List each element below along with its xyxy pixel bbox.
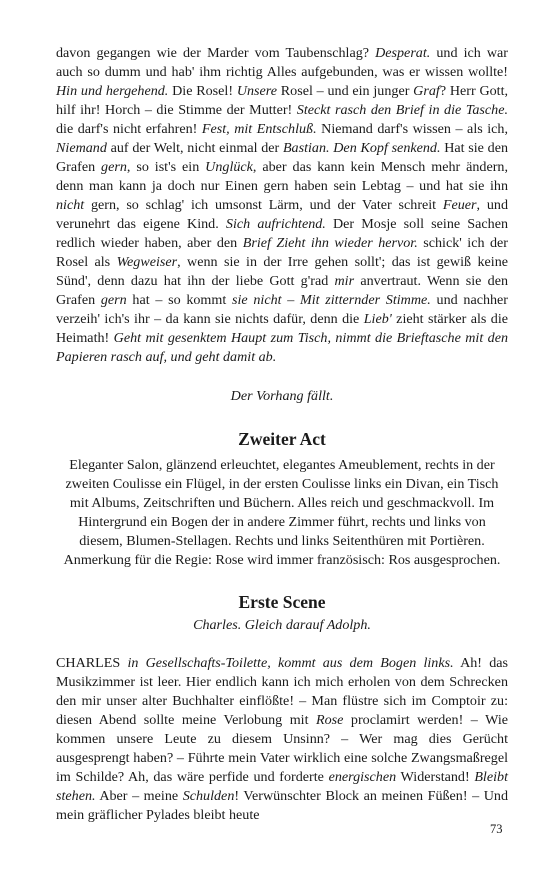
stage-cue-text: Desperat.	[375, 45, 431, 61]
spoken-text: die darf's nicht erfahren!	[56, 121, 202, 137]
scene-personae	[56, 616, 508, 635]
stage-cue-text: Feuer	[442, 197, 477, 213]
spoken-text: anvertraut. Wenn sie den Grafen	[56, 273, 508, 308]
stage-cue-text: Unglück	[205, 159, 253, 175]
curtain-direction	[56, 387, 508, 406]
personae-text: Charles. Gleich darauf Adolph.	[193, 617, 371, 633]
stage-cue-text: Lieb'	[363, 311, 392, 327]
stage-cue-text: energischen	[328, 769, 397, 785]
stage-cue-text: Wegweiser	[116, 254, 178, 270]
stage-cue-text: Niemand	[56, 140, 107, 156]
stage-cue-text: Geht mit gesenktem Haupt zum Tisch, nimmt die Brieftasche mit den Papieren rasch auf, und geht damit ab.	[56, 330, 509, 365]
spoken-text: gern, so schlag' ich umsonst Lärm, und der Vater schreit	[84, 197, 443, 213]
regie-note: Anmerkung für die Regie: Rose wird immer französisch: Ros ausgesprochen.	[63, 552, 501, 568]
book-page	[56, 44, 508, 825]
curtain-text: Der Vorhang fällt.	[230, 388, 334, 404]
stage-direction: Eleganter Salon, glänzend erleuchtet, elegantes Ameublement, rechts in der zweiten Coulisse ein Flügel, in der ersten Coulisse links ein Divan, ein Tisch mit Albums, Zeitschriften und Büchern. Alles reich und geschmackvoll. Im Hintergrund ein Bogen der in andere Zimmer führt, rechts und links von diesem, Blumen-Stellagen. Rechts und links Seitenthüren mit Portièren.	[65, 457, 499, 549]
spoken-text: zieht stärker als die Heimath!	[56, 311, 508, 346]
spoken-text: ! Verwünschter Block an meinen Füßen! – Und mein gräflicher Pylades bleibt heute	[56, 788, 508, 823]
spoken-text: proclamirt werden! – Wie kommen unsere Leute zu diesem Unsinn? – Wer mag dies Gerücht ausgesprengt haben? – Führte mein Vater wirklich eine solche Zwangsmaßregel im Schilde? Ah, das wäre perfide und forderte	[56, 712, 508, 785]
stage-cue-text: mir	[334, 273, 355, 289]
stage-cue-text: Unsere	[236, 83, 277, 99]
spoken-text: davon gegangen wie der Marder vom Taubenschlag?	[56, 45, 376, 61]
spoken-text: hat – so kommt	[126, 292, 232, 308]
page-number: 73	[490, 822, 503, 836]
spoken-text: , aber das kann kein Mensch mehr ändern, denn man kann ja doch nur Einen gern haben sein Lebtag – und hat sie ihn	[56, 159, 508, 194]
dialogue-paragraph	[56, 654, 508, 825]
spoken-text: ? Herr Gott, hilf ihr! Horch – die Stimme der Mutter!	[56, 83, 509, 118]
stage-cue-text: in Gesellschafts-Toilette, kommt aus dem Bogen links.	[127, 655, 454, 671]
stage-cue-text: sie nicht – Mit zitternder Stimme.	[231, 292, 431, 308]
stage-cue-text: Schulden	[182, 788, 235, 804]
stage-cue-text: gern	[101, 159, 127, 175]
spoken-text: und ich war auch so dumm und hab' ihm richtig Alles aufgebunden, was er wissen wollte!	[56, 45, 508, 80]
stage-cue-text: Sich aufrichtend.	[225, 216, 326, 232]
spoken-text: Hat sie den Grafen	[56, 140, 508, 175]
stage-cue-text: nicht	[56, 197, 85, 213]
spoken-text: Ah! das Musikzimmer ist leer. Hier endlich kann ich mich erholen von dem Schrecken den mir unser alter Buchhalter einflößte! – Man flüstre sich im Comptoir zu: diesen Abend sollte meine Verlobung mit	[56, 655, 508, 728]
spoken-text: Widerstand!	[396, 769, 475, 785]
stage-cue-text: Graf	[413, 83, 440, 99]
stage-cue-text: gern	[100, 292, 127, 308]
stage-cue-text: Bastian. Den Kopf senkend.	[282, 140, 441, 156]
spoken-text: Rosel – und ein junger	[277, 83, 414, 99]
spoken-text: Niemand darf's wissen – als ich,	[316, 121, 508, 137]
stage-cue-text: Bleibt stehen.	[56, 769, 508, 804]
spoken-text: Der Mosje soll seine Sachen redlich wieder haben, aber den	[56, 216, 508, 251]
monologue-paragraph	[56, 44, 508, 367]
spoken-text: , und verunehrt das eigene Kind.	[56, 197, 508, 232]
stage-cue-text: Steckt rasch den Brief in die Tasche.	[296, 102, 508, 118]
stage-cue-text: Brief Zieht ihn wieder hervor.	[242, 235, 418, 251]
scene-title: Erste Scene	[238, 592, 326, 612]
act-title: Zweiter Act	[238, 429, 326, 449]
stage-cue-text: Hin und hergehend.	[56, 83, 169, 99]
spoken-text: Aber – meine	[95, 788, 183, 804]
stage-cue-text: Fest, mit Entschluß.	[201, 121, 317, 137]
spoken-text: auf der Welt, nicht einmal der	[106, 140, 283, 156]
spoken-text: Die Rosel!	[168, 83, 237, 99]
spoken-text: CHARLES	[56, 655, 128, 671]
spoken-text: schick' ich der Rosel als	[56, 235, 508, 270]
spoken-text: und nachher verzeih' ich's ihr – da kann sie nichts dafür, denn die	[56, 292, 508, 327]
spoken-text: , wenn sie in der Irre gehen sollt'; das ist gewiß keine Sünd', denn dazu hat ihn der liebe Gott g'rad	[56, 254, 508, 289]
spoken-text: , so ist's ein	[126, 159, 206, 175]
stage-cue-text: Rose	[316, 712, 344, 728]
